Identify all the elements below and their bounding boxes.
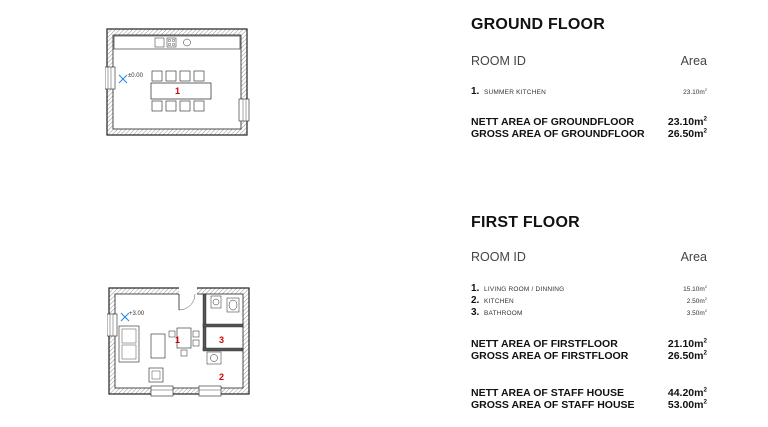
window <box>105 67 115 89</box>
window <box>199 386 221 396</box>
ground-floor-plan <box>105 27 250 139</box>
nett-area-row: NETT AREA OF GROUNDFLOOR $23.10m^2$ <box>471 115 707 128</box>
room-area: 3.50m <box>686 310 705 317</box>
staff-gross-area-value: 53.00m <box>667 399 704 411</box>
room-number: 1. <box>471 283 480 294</box>
col-room-id: ROOM ID <box>471 250 526 264</box>
table-row: 1. LIVING ROOM / DINNING $15.10m^2$ <box>471 283 707 294</box>
gross-area-value: 26.50m <box>667 128 704 140</box>
room-name: KITCHEN <box>484 298 514 305</box>
bathroom-wall <box>203 294 206 350</box>
first-floor-plan <box>107 286 252 398</box>
kitchen-counter <box>114 36 240 49</box>
level-label: +3.00 <box>129 311 145 317</box>
gross-area-row: GROSS AREA OF FIRSTFLOOR $26.50m^2$ <box>471 349 707 362</box>
coffee-table <box>151 334 165 358</box>
nett-area-label: NETT AREA OF GROUNDFLOOR <box>471 116 635 128</box>
kitchen-counter <box>207 352 221 364</box>
table-header <box>471 54 707 68</box>
level-label: ±0.00 <box>128 73 143 79</box>
chair <box>194 71 204 81</box>
first-floor-section <box>471 212 707 417</box>
room-number: 3. <box>471 307 480 318</box>
room-number-label: 2 <box>219 372 225 382</box>
room-area: 2.50m <box>686 298 705 305</box>
gross-area-label: GROSS AREA OF GROUNDFLOOR <box>471 128 645 140</box>
gross-area-label: GROSS AREA OF FIRSTFLOOR <box>471 350 629 362</box>
table-row: 1. SUMMER KITCHEN $23.10m^2$ <box>471 86 707 97</box>
chair <box>152 101 162 111</box>
nett-area-value: 21.10m <box>667 338 704 350</box>
col-area: Area <box>680 250 707 264</box>
gross-area-row: GROSS AREA OF GROUNDFLOOR $26.50m^2$ <box>471 127 707 140</box>
room-area: 15.10m <box>683 286 705 293</box>
nett-area-label: NETT AREA OF FIRSTFLOOR <box>471 338 618 350</box>
bathroom-wall <box>203 324 243 327</box>
room-name: BATHROOM <box>484 310 523 317</box>
section-title: GROUND FLOOR <box>471 16 605 33</box>
room-number-label: 1 <box>175 335 181 345</box>
nett-area-value: 23.10m <box>667 116 704 128</box>
room-number: 1. <box>471 86 480 97</box>
wc <box>211 296 221 308</box>
nett-area-row: NETT AREA OF FIRSTFLOOR $21.10m^2$ <box>471 337 707 350</box>
room-number-label: 3 <box>219 335 225 345</box>
staff-nett-area-value: 44.20m <box>667 387 704 399</box>
armchair <box>149 368 163 382</box>
col-area: Area <box>680 54 707 68</box>
chair <box>180 71 190 81</box>
col-room-id: ROOM ID <box>471 54 526 68</box>
room-number: 2. <box>471 295 480 306</box>
gross-area-value: 26.50m <box>667 350 704 362</box>
chair <box>166 71 176 81</box>
chair <box>193 331 199 337</box>
kitchen-wall <box>203 348 243 351</box>
chair <box>193 340 199 346</box>
staff-nett-area-row: NETT AREA OF STAFF HOUSE $44.20m^2$ <box>471 386 707 399</box>
staff-gross-area-label: GROSS AREA OF STAFF HOUSE <box>471 399 635 411</box>
room-name: LIVING ROOM / DINNING <box>484 286 565 293</box>
room-name: SUMMER KITCHEN <box>484 89 547 96</box>
chair <box>180 101 190 111</box>
window <box>151 386 173 396</box>
window <box>107 314 117 336</box>
table-header <box>471 250 707 264</box>
dining-table <box>151 83 211 99</box>
room-number-label: 1 <box>175 86 181 96</box>
section-title: FIRST FLOOR <box>471 214 580 231</box>
chair <box>152 71 162 81</box>
window <box>239 99 249 121</box>
room-area: 23.10m <box>683 89 705 96</box>
table-row: 2. KITCHEN $2.50m^2$ <box>471 295 707 306</box>
staff-gross-area-row: GROSS AREA OF STAFF HOUSE $53.00m^2$ <box>471 398 707 411</box>
ground-floor-section <box>471 14 707 144</box>
staff-nett-area-label: NETT AREA OF STAFF HOUSE <box>471 387 625 399</box>
chair <box>166 101 176 111</box>
chair <box>194 101 204 111</box>
table-row: 3. BATHROOM $3.50m^2$ <box>471 307 707 318</box>
chair <box>181 350 187 356</box>
